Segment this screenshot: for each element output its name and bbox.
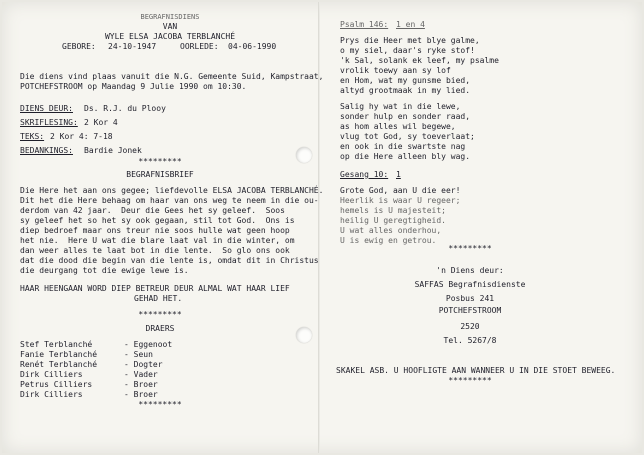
punch-hole-bottom xyxy=(296,327,312,343)
letter-line: derdom van 42 jaar. Deur die Gees het sy geleef. Soos xyxy=(20,206,285,215)
letter-line: dan weer alles te laat bot in die lente. So glo ons ook xyxy=(20,246,290,255)
divider-stars: ********* xyxy=(138,400,182,409)
letter-title: BEGRAFNISBRIEF xyxy=(126,170,194,179)
divider-stars: ********* xyxy=(448,244,492,253)
draer-relation: - Vader xyxy=(124,370,158,379)
psalm-line: 'k Sal, solank ek leef, my psalme xyxy=(340,56,499,65)
telephone: Tel. 5267/8 xyxy=(443,336,497,345)
undertaker-name: SAFFAS Begrafnisdienste xyxy=(414,280,526,289)
born-date: 24-10-1947 xyxy=(108,42,157,51)
city: POTCHEFSTROOM xyxy=(438,306,502,315)
psalm-line: as hom alles wil begewe, xyxy=(340,122,456,131)
draer-relation: - Dogter xyxy=(124,360,163,369)
divider-stars: ********* xyxy=(448,376,492,385)
gesang-line: Heerlik is waar U regeer; xyxy=(340,196,461,205)
gesang-label: Gesang 10: xyxy=(340,170,389,179)
psalm-line: Salig hy wat in die lewe, xyxy=(340,102,461,111)
role-label: TEKS: xyxy=(20,132,45,141)
psalm-line: vrolik toewy aan sy lof xyxy=(340,66,451,75)
died-label: OORLEDE: xyxy=(180,42,219,51)
letter-line: diep bedroef maar ons treur nie soos hulle wat geen hoop xyxy=(20,226,290,235)
procession-notice: SKAKEL ASB. U HOOFLIGTE AAN WANNEER U IN DIE STOET BEWEEG. xyxy=(336,366,616,375)
gesang-line: heilig U geregtigheid. xyxy=(340,216,446,225)
psalm-line: Prys die Heer met blye galme, xyxy=(340,36,480,45)
center-fold xyxy=(318,2,320,453)
letter-line: die deurgang tot die ewige lewe is. xyxy=(20,266,189,275)
service-line-2: POTCHEFSTROOM op Maandag 9 Julie 1990 om 10:30. xyxy=(20,82,247,91)
draers-title: DRAERS xyxy=(145,324,175,333)
draer-relation: - Seun xyxy=(124,350,153,359)
divider-stars: ********* xyxy=(138,310,182,319)
gesang-line: U wat alles onderhou, xyxy=(340,226,442,235)
psalm-line: op die Here alleen bly wag. xyxy=(340,152,471,161)
draer-relation: - Broer xyxy=(124,390,158,399)
draer-name: Dirk Cilliers xyxy=(20,370,83,379)
punch-hole-top xyxy=(296,147,312,163)
role-value: 2 Kor 4 xyxy=(84,118,118,127)
van-label: VAN xyxy=(162,22,178,31)
letter-line: Die Here het aan ons gegee; liefdevolle ELSA JACOBA TERBLANCHÉ. xyxy=(20,186,324,195)
po-box: Posbus 241 xyxy=(445,294,495,303)
psalm-line: en Hom, wat my gunsme bied, xyxy=(340,76,471,85)
postcode: 2520 xyxy=(460,322,480,331)
letter-line: sy geleef het so het sy ook gegaan, stil tot God. Ons is xyxy=(20,216,295,225)
draer-name: Petrus Cilliers xyxy=(20,380,93,389)
draer-name: Renét Terblanché xyxy=(20,360,98,369)
psalm-line: vlug tot God, sy toeverlaat; xyxy=(340,132,475,141)
psalm-label: Psalm 146: xyxy=(340,20,389,29)
deceased-name: WYLE ELSA JACOBA TERBLANCHÉ xyxy=(104,32,236,41)
closing-line-2: GEHAD HET. xyxy=(134,294,183,303)
header-title: BEGRAFNISDIENS xyxy=(140,13,200,21)
born-label: GEBORE: xyxy=(62,42,96,51)
role-label: SKRIFLESING: xyxy=(20,118,78,127)
draer-name: Fanie Terblanché xyxy=(20,350,98,359)
gesang-verse: 1 xyxy=(396,170,401,179)
draer-relation: - Eggenoot xyxy=(124,340,173,349)
gesang-line: hemels is U majesteit; xyxy=(340,206,446,215)
divider-stars: ********* xyxy=(138,157,182,166)
role-value: Bardie Jonek xyxy=(84,146,142,155)
psalm-line: o my siel, daar's ryke stof! xyxy=(340,46,475,55)
closing-line-1: HAAR HEENGAAN WORD DIEP BETREUR DEUR ALMAL WAT HAAR LIEF xyxy=(20,284,290,293)
gesang-line: U is ewig en getrou. xyxy=(340,236,437,245)
psalm-verses: 1 en 4 xyxy=(396,20,425,29)
psalm-line: sonder hulp en sonder raad, xyxy=(340,112,471,121)
role-value: 2 Kor 4: 7-18 xyxy=(50,132,113,141)
letter-line: Dit het die Here behaag om haar van ons weg te neem in die ou- xyxy=(20,196,319,205)
role-label: BEDANKINGS: xyxy=(20,146,73,155)
psalm-line: en ook in die swartste nag xyxy=(340,142,466,151)
draer-name: Dirk Cilliers xyxy=(20,390,83,399)
gesang-line: Grote God, aan U die eer! xyxy=(340,186,461,195)
undertaker-intro: 'n Diens deur: xyxy=(436,266,504,275)
psalm-line: altyd grootmaak in my lied. xyxy=(340,86,471,95)
letter-line: dat die dood die begin van die lente is, omdat dit in Christus xyxy=(20,256,319,265)
role-label: DIENS DEUR: xyxy=(20,104,73,113)
service-line-1: Die diens vind plaas vanuit die N.G. Gemeente Suid, Kampstraat, xyxy=(20,72,324,81)
draer-relation: - Broer xyxy=(124,380,158,389)
died-date: 04-06-1990 xyxy=(228,42,277,51)
letter-line: het nie. Here U wat die blare laat val in die winter, om xyxy=(20,236,295,245)
role-value: Ds. R.J. du Plooy xyxy=(84,104,166,113)
draer-name: Stef Terblanché xyxy=(20,340,93,349)
